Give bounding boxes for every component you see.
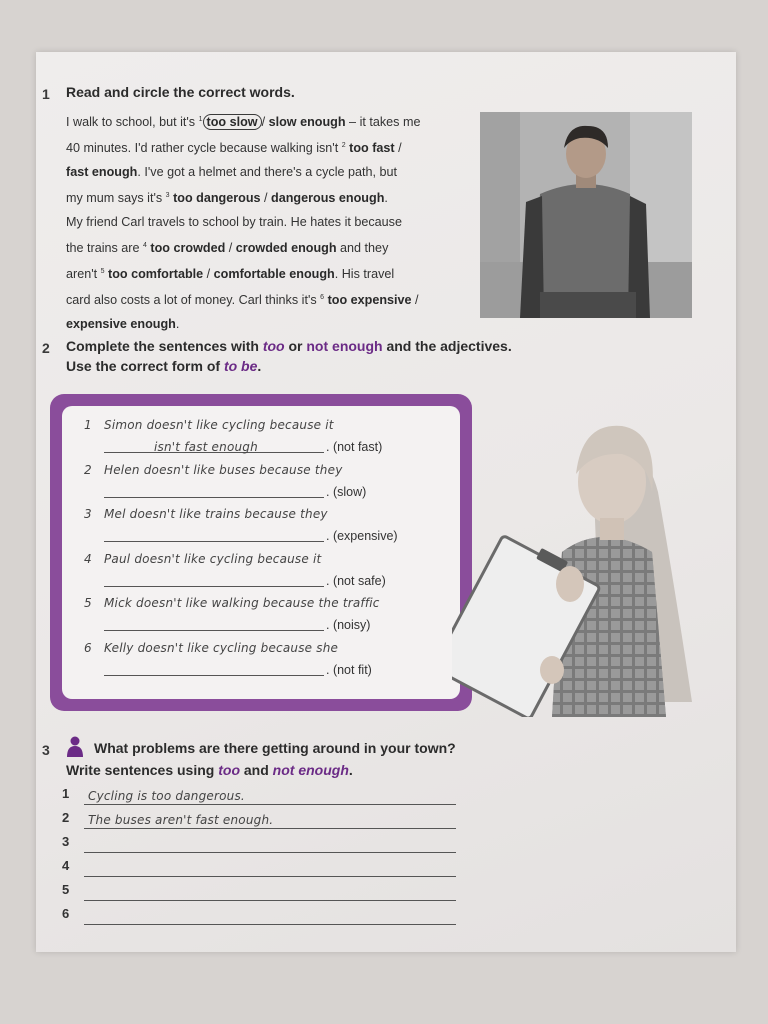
ex2-heading-text: Complete the sentences with bbox=[66, 338, 263, 354]
ex2-answer-blank[interactable] bbox=[104, 483, 324, 498]
ex2-item-number: 4 bbox=[84, 551, 92, 566]
ex1-option: too comfortable bbox=[108, 267, 204, 281]
ex3-answer-line[interactable] bbox=[84, 782, 456, 805]
ex3-answer-line[interactable] bbox=[84, 854, 456, 877]
ex1-text: 40 minutes. I'd rather cycle because walking isn't bbox=[66, 141, 342, 155]
ex1-text: . His travel bbox=[334, 267, 395, 281]
ex1-option: too dangerous bbox=[173, 191, 261, 205]
ex2-answer-blank[interactable] bbox=[104, 616, 324, 631]
ex2-heading-text-b: and the adjectives. bbox=[382, 338, 512, 354]
ex1-option: expensive enough bbox=[66, 317, 176, 331]
ex1-line bbox=[66, 184, 476, 210]
ex1-text: card also costs a lot of money. Carl thinks it's bbox=[66, 293, 321, 307]
ex2-heading-dot: . bbox=[257, 358, 262, 374]
ex2-answer-blank[interactable] bbox=[104, 572, 324, 587]
ex2-item-number: 2 bbox=[84, 462, 92, 477]
ex2-answer-text bbox=[104, 529, 154, 543]
ex1-option: too fast bbox=[349, 141, 395, 155]
ex2-item-text: Mick doesn't like walking because the traffic bbox=[104, 596, 380, 610]
ex1-line bbox=[66, 108, 476, 134]
ex1-text: the trains are bbox=[66, 241, 144, 255]
ex2-item-text: Kelly doesn't like cycling because she bbox=[104, 640, 339, 655]
ex3-answer-line[interactable] bbox=[84, 830, 456, 853]
ex1-text: / bbox=[394, 141, 402, 155]
ex1-text: My friend Carl travels to school by train. He hates it because bbox=[66, 215, 402, 229]
ex2-frame bbox=[50, 394, 472, 711]
ex3-line-number: 4 bbox=[62, 858, 70, 873]
ex3-line-number: 5 bbox=[62, 882, 70, 897]
ex2-heading-text-c: Use the correct form of bbox=[66, 358, 224, 374]
ex1-text: / bbox=[203, 267, 214, 281]
ex1-line bbox=[66, 286, 476, 312]
ex1-option: too crowded bbox=[150, 241, 226, 255]
ex2-hint: . (noisy) bbox=[326, 618, 371, 632]
ex1-line bbox=[66, 234, 476, 260]
ex2-item-number: 3 bbox=[84, 507, 92, 521]
ex2-answer-text bbox=[104, 618, 154, 632]
ex3-number: 3 bbox=[42, 742, 50, 758]
ex3-answer-line[interactable] bbox=[84, 902, 456, 925]
ex1-gap-number: 2 bbox=[341, 142, 346, 149]
ex2-heading-or: or bbox=[284, 338, 307, 354]
ex1-circled-answer: too slow bbox=[203, 114, 262, 130]
ex2-item-text: Helen doesn't like buses because they bbox=[104, 462, 343, 477]
ex1-text: / bbox=[225, 241, 236, 255]
ex2-answer-blank[interactable] bbox=[104, 438, 324, 453]
ex2-answer-text bbox=[104, 663, 154, 677]
ex1-gap-number: 6 bbox=[320, 294, 325, 301]
ex3-heading bbox=[94, 738, 614, 758]
ex2-answer-blank[interactable] bbox=[104, 527, 324, 542]
ex1-text: I walk to school, but it's bbox=[66, 115, 199, 129]
ex2-item-number: 1 bbox=[84, 418, 92, 432]
ex1-option: slow enough bbox=[268, 115, 346, 129]
person-icon bbox=[66, 736, 84, 763]
ex1-option: fast enough bbox=[66, 165, 138, 179]
ex1-text: – it takes me bbox=[345, 115, 421, 129]
ex3-line-number: 1 bbox=[62, 786, 70, 801]
ex2-answer-text: isn't fast enough bbox=[154, 440, 258, 454]
ex1-option: too expensive bbox=[327, 293, 412, 307]
ex3-heading-text: Write sentences using bbox=[66, 762, 219, 778]
ex2-hint: . (expensive) bbox=[326, 529, 398, 543]
ex2-item-number: 5 bbox=[84, 596, 92, 610]
ex2-hint: . (not fast) bbox=[326, 440, 383, 454]
ex1-heading: Read and circle the correct words. bbox=[66, 84, 295, 100]
ex1-gap-number: 3 bbox=[165, 192, 170, 199]
ex1-option: comfortable enough bbox=[213, 267, 335, 281]
ex1-text: . bbox=[384, 191, 388, 205]
ex3-answer-line[interactable] bbox=[84, 878, 456, 901]
ex3-line-number: 6 bbox=[62, 906, 70, 921]
ex2-heading-to-be: to be bbox=[223, 358, 258, 374]
worksheet-page bbox=[36, 52, 736, 952]
ex2-answer-blank[interactable] bbox=[104, 661, 324, 676]
ex1-text: my mum says it's bbox=[66, 191, 166, 205]
ex2-answer-text bbox=[104, 574, 154, 588]
ex1-line bbox=[66, 260, 476, 286]
ex3-line-number: 2 bbox=[62, 810, 70, 825]
ex1-text: and they bbox=[336, 241, 389, 255]
ex2-heading bbox=[66, 336, 586, 376]
ex2-hint: . (not fit) bbox=[326, 662, 372, 677]
ex1-line bbox=[66, 210, 476, 234]
ex3-heading-not-enough: not enough bbox=[272, 762, 349, 778]
ex3-heading-dot: . bbox=[348, 762, 353, 778]
ex2-hint: . (not safe) bbox=[326, 573, 386, 588]
boy-photo bbox=[480, 112, 692, 318]
ex2-item-text: Simon doesn't like cycling because it bbox=[104, 418, 334, 432]
ex3-heading-and: and bbox=[240, 762, 273, 778]
ex1-text: / bbox=[261, 115, 269, 129]
ex3-answer-line[interactable] bbox=[84, 806, 456, 829]
girl-photo bbox=[452, 402, 702, 717]
ex2-item-number: 6 bbox=[84, 640, 92, 655]
ex2-number: 2 bbox=[42, 340, 50, 356]
ex1-paragraph bbox=[66, 108, 476, 336]
ex2-heading-too: too bbox=[262, 338, 285, 354]
ex3-answer-text: Cycling is too dangerous. bbox=[88, 789, 245, 803]
ex3-line-number: 3 bbox=[62, 834, 70, 849]
ex1-text: . bbox=[175, 317, 180, 331]
ex2-item-text: Paul doesn't like cycling because it bbox=[104, 551, 322, 566]
ex2-sentence-list bbox=[62, 406, 460, 699]
ex1-text: . I've got a helmet and there's a cycle path, but bbox=[137, 165, 398, 179]
ex1-gap-number: 5 bbox=[100, 268, 105, 275]
ex1-gap-number: 1 bbox=[198, 116, 203, 123]
ex2-hint: . (slow) bbox=[326, 484, 367, 499]
ex1-line bbox=[66, 160, 476, 184]
ex2-item-text: Mel doesn't like trains because they bbox=[104, 507, 328, 521]
ex1-text: / bbox=[260, 191, 272, 205]
ex3-heading-too: too bbox=[218, 762, 240, 778]
ex3-heading-2 bbox=[66, 760, 586, 780]
ex1-number: 1 bbox=[42, 86, 50, 102]
ex1-text: aren't bbox=[66, 267, 101, 281]
ex1-line bbox=[66, 312, 476, 336]
ex1-text: / bbox=[411, 293, 419, 307]
ex2-answer-text bbox=[104, 485, 154, 499]
ex3-heading-line1: What problems are there getting around in your town? bbox=[94, 740, 456, 756]
ex1-option: dangerous enough bbox=[271, 191, 385, 205]
ex3-answer-text: The buses aren't fast enough. bbox=[88, 813, 274, 827]
ex2-heading-not-enough: not enough bbox=[306, 338, 383, 354]
ex1-gap-number: 4 bbox=[143, 242, 147, 249]
ex1-line bbox=[66, 134, 476, 160]
ex1-option: crowded enough bbox=[235, 241, 337, 255]
